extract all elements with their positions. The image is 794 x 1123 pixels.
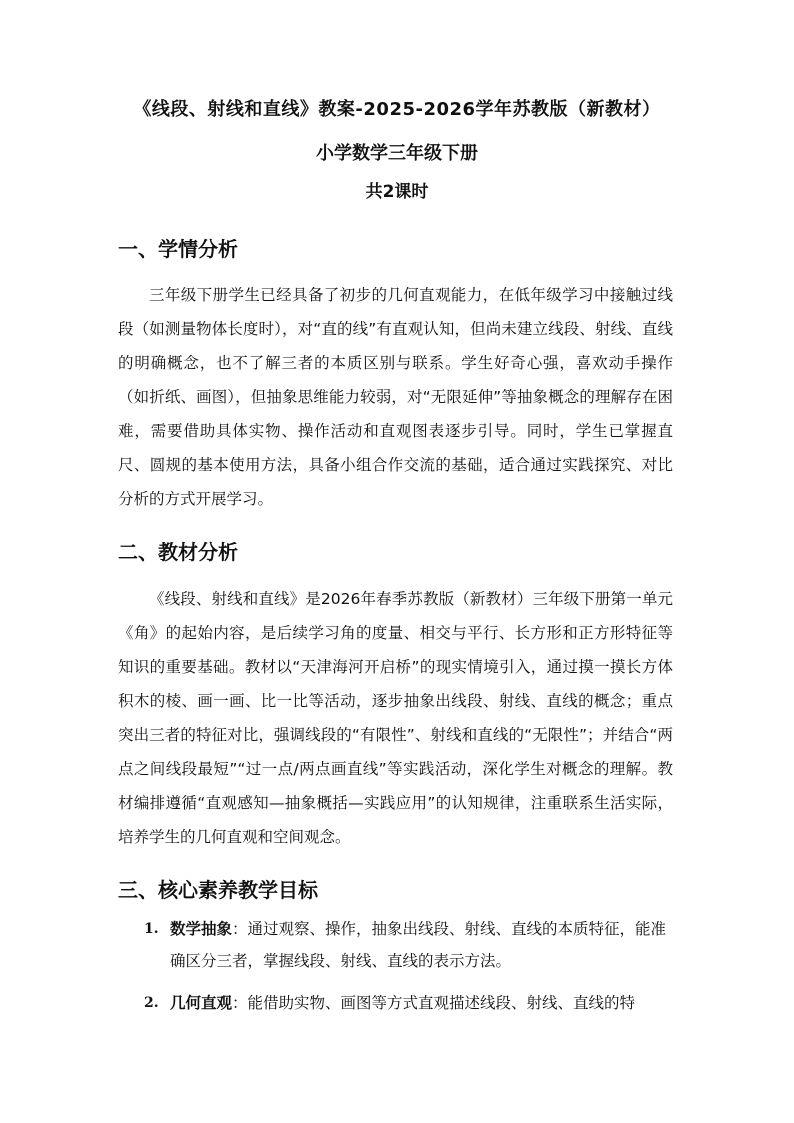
objective-text: ：通过观察、操作，抽象出线段、射线、直线的本质特征，能准确区分三者，掌握线段、射线、直线的表示方法。	[170, 920, 667, 970]
section-heading-student-analysis: 一、学情分析	[118, 237, 238, 261]
objective-item	[118, 913, 678, 977]
section-heading-objectives: 三、核心素养教学目标	[118, 878, 318, 902]
section-heading-textbook-analysis: 二、教材分析	[118, 540, 238, 564]
objective-label: 数学抽象	[170, 920, 233, 938]
objective-number: 1.	[144, 921, 159, 937]
document-title: 《线段、射线和直线》教案-2025-2026学年苏教版（新教材）	[133, 99, 661, 120]
objective-text: ：能借助实物、画图等方式直观描述线段、射线、直线的特	[232, 994, 636, 1012]
student-analysis-paragraph: 三年级下册学生已经具备了初步的几何直观能力，在低年级学习中接触过线段（如测量物体长度时），对“直的线”有直观认知，但尚未建立线段、射线、直线的明确概念，也不了解三者的本质区别与联系。学生好奇心强，喜欢动手操作（如折纸、画图），但抽象思维能力较弱，对“无限延伸”等抽象概念的理解存在困难，需要借助具体实物、操作活动和直观图表逐步引导。同时，学生已掌握直尺、圆规的基本使用方法，具备小组合作交流的基础，适合通过实践探究、对比分析的方式开展学习。	[118, 286, 673, 508]
objective-label: 几何直观	[170, 994, 233, 1012]
objectives-list	[118, 913, 678, 1029]
objective-number: 2.	[144, 995, 159, 1011]
lesson-count: 共2课时	[365, 182, 429, 202]
objective-item	[118, 987, 678, 1019]
textbook-analysis-paragraph: 《线段、射线和直线》是2026年春季苏教版（新教材）三年级下册第一单元《角》的起始内容，是后续学习角的度量、相交与平行、长方形和正方形特征等知识的重要基础。教材以“天津海河开启桥”的现实情境引入，通过摸一摸长方体积木的棱、画一画、比一比等活动，逐步抽象出线段、射线、直线的概念；重点突出三者的特征对比，强调线段的“有限性”、射线和直线的“无限性”；并结合“两点之间线段最短”“过一点/两点画直线”等实践活动，深化学生对概念的理解。教材编排遵循“直观感知—抽象概括—实践应用”的认知规律，注重联系生活实际，培养学生的几何直观和空间观念。	[118, 590, 673, 846]
document-subtitle: 小学数学三年级下册	[316, 143, 478, 164]
